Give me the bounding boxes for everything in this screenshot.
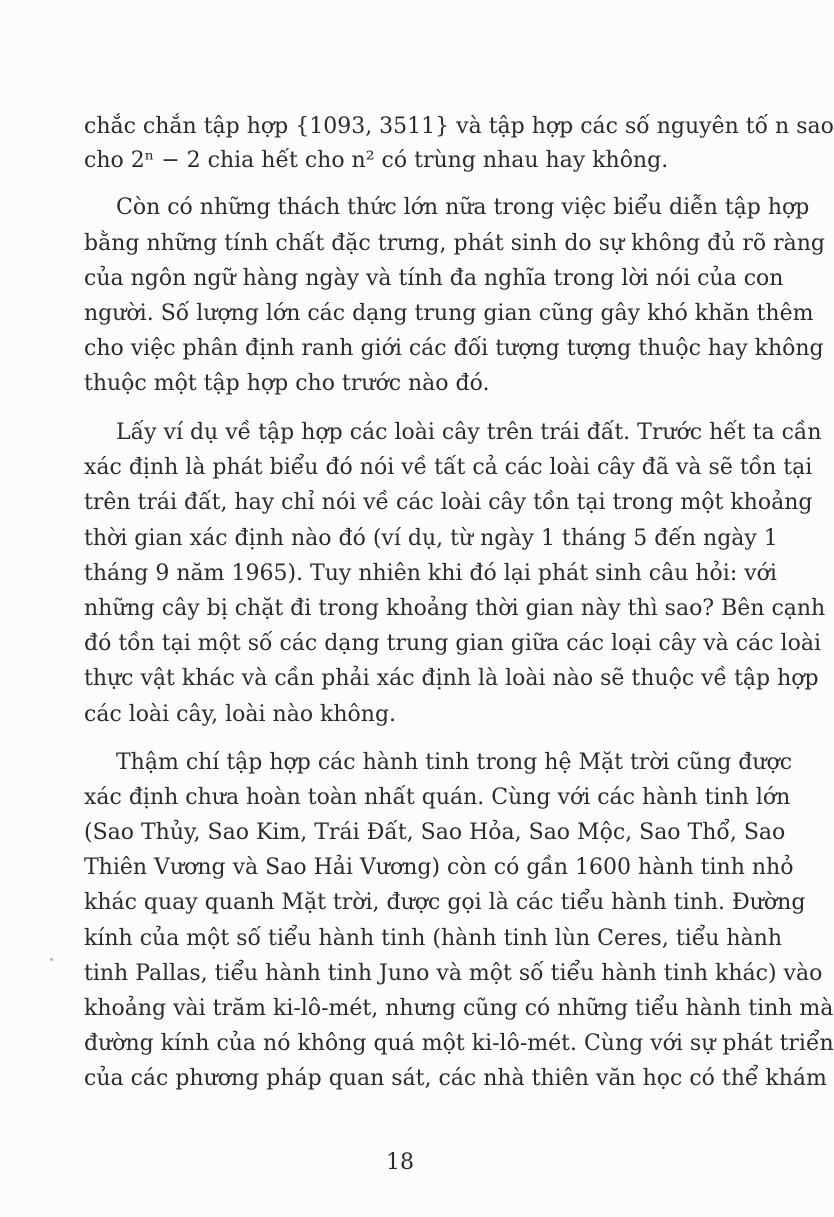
text-line: bằng những tính chất đặc trưng, phát sinh do sự không đủ rõ ràng xyxy=(84,231,825,256)
text-line: người. Số lượng lớn các dạng trung gian cũng gây khó khăn thêm xyxy=(84,301,814,326)
scan-speck xyxy=(50,958,53,961)
text-line: cho việc phân định ranh giới các đối tượng tượng thuộc hay không xyxy=(84,336,824,361)
text-line: cho 2ⁿ − 2 chia hết cho n² có trùng nhau hay không. xyxy=(84,148,669,173)
text-line: thời gian xác định nào đó (ví dụ, từ ngày 1 tháng 5 đến ngày 1 xyxy=(84,526,778,551)
text-line: của các phương pháp quan sát, các nhà thiên văn học có thể khám xyxy=(84,1066,827,1091)
text-line: chắc chắn tập hợp {1093, 3511} và tập hợp các số nguyên tố n sao xyxy=(84,114,834,139)
text-line: tinh Pallas, tiểu hành tinh Juno và một số tiểu hành tinh khác) vào xyxy=(84,961,823,986)
text-line: thuộc một tập hợp cho trước nào đó. xyxy=(84,371,490,396)
text-line: xác định chưa hoàn toàn nhất quán. Cùng với các hành tinh lớn xyxy=(84,785,791,810)
text-line: đường kính của nó không quá một ki-lô-mét. Cùng với sự phát triển xyxy=(84,1031,834,1056)
text-line: Thậm chí tập hợp các hành tinh trong hệ Mặt trời cũng được xyxy=(116,750,793,775)
text-line: Thiên Vương và Sao Hải Vương) còn có gần 1600 hành tinh nhỏ xyxy=(84,855,794,880)
text-line: khoảng vài trăm ki-lô-mét, nhưng cũng có những tiểu hành tinh mà xyxy=(84,996,834,1021)
page-number: 18 xyxy=(386,1150,414,1175)
text-line: những cây bị chặt đi trong khoảng thời gian này thì sao? Bên cạnh xyxy=(84,596,826,621)
text-line: thực vật khác và cần phải xác định là loài nào sẽ thuộc về tập hợp xyxy=(84,666,819,691)
text-line: xác định là phát biểu đó nói về tất cả các loài cây đã và sẽ tồn tại xyxy=(84,455,813,480)
text-line: trên trái đất, hay chỉ nói về các loài cây tồn tại trong một khoảng xyxy=(84,490,813,515)
text-line: đó tồn tại một số các dạng trung gian giữa các loại cây và các loài xyxy=(84,631,821,656)
text-line: (Sao Thủy, Sao Kim, Trái Đất, Sao Hỏa, Sao Mộc, Sao Thổ, Sao xyxy=(84,820,786,845)
text-line: của ngôn ngữ hàng ngày và tính đa nghĩa trong lời nói của con xyxy=(84,266,784,291)
text-line: kính của một số tiểu hành tinh (hành tinh lùn Ceres, tiểu hành xyxy=(84,926,783,951)
text-line: khác quay quanh Mặt trời, được gọi là các tiểu hành tinh. Đường xyxy=(84,890,806,915)
text-line: các loài cây, loài nào không. xyxy=(84,702,397,727)
text-line: Lấy ví dụ về tập hợp các loài cây trên trái đất. Trước hết ta cần xyxy=(116,420,822,445)
text-line: Còn có những thách thức lớn nữa trong việc biểu diễn tập hợp xyxy=(116,195,810,220)
text-line: tháng 9 năm 1965). Tuy nhiên khi đó lại phát sinh câu hỏi: với xyxy=(84,561,777,586)
